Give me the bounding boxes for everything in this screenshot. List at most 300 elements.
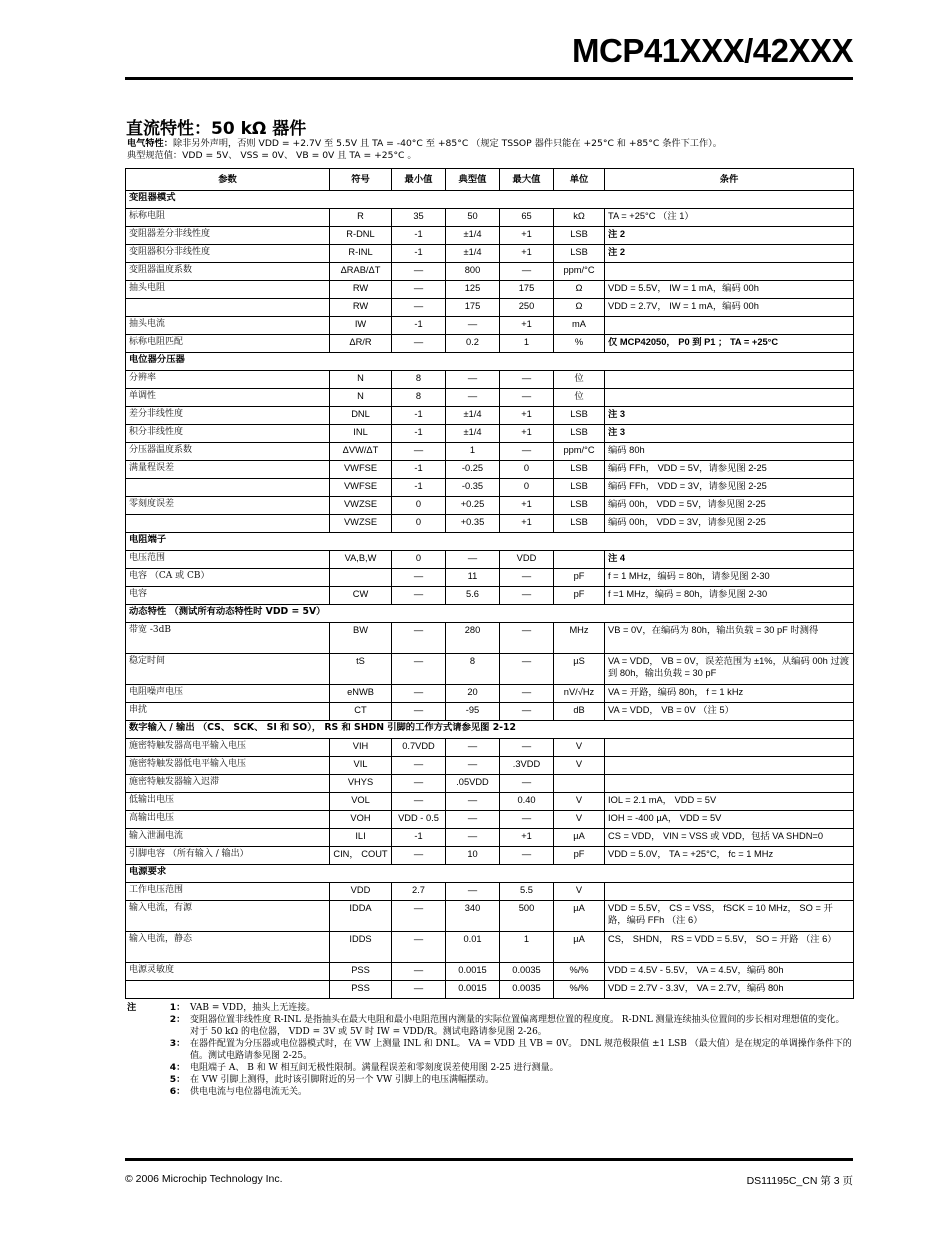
- cell-param: 变阻器温度系数: [126, 263, 330, 281]
- cell-min: —: [392, 654, 446, 685]
- cell-unit: pF: [554, 847, 605, 865]
- cell-param: 引脚电容 （所有输入 / 输出）: [126, 847, 330, 865]
- cell-max: 0.40: [500, 793, 554, 811]
- cell-min: —: [392, 335, 446, 353]
- cell-max: 0: [500, 461, 554, 479]
- cell-conditions: f = 1 MHz，编码 = 80h，请参见图 2-30: [605, 569, 854, 587]
- cell-min: —: [392, 299, 446, 317]
- cell-typ: —: [446, 829, 500, 847]
- cell-symbol: VIH: [330, 739, 392, 757]
- conditions-text: 除非另外声明，否则 VDD = +2.7V 至 5.5V 且 TA = -40°C 至 +85°C （规定 TSSOP 器件只能在 +25°C 和 +85°C 条件下工作）。: [172, 138, 722, 149]
- cell-max: 500: [500, 901, 554, 932]
- cell-unit: µA: [554, 932, 605, 963]
- cell-conditions: VDD = 4.5V - 5.5V， VA = 4.5V，编码 80h: [605, 963, 854, 981]
- cell-conditions: VDD = 5.5V， IW = 1 mA，编码 00h: [605, 281, 854, 299]
- cell-typ: 0.01: [446, 932, 500, 963]
- table-row: [126, 569, 854, 587]
- note-number: 6：: [169, 1086, 186, 1097]
- table-row: [126, 654, 854, 685]
- note-item: [127, 1014, 852, 1038]
- cell-symbol: PSS: [330, 981, 392, 999]
- cell-unit: %: [554, 335, 605, 353]
- table-row: [126, 829, 854, 847]
- cell-param: 满量程误差: [126, 461, 330, 479]
- cell-max: —: [500, 569, 554, 587]
- cell-max: +1: [500, 425, 554, 443]
- cell-max: —: [500, 263, 554, 281]
- header-min: 最小值: [392, 169, 446, 191]
- cell-min: —: [392, 703, 446, 721]
- cell-min: —: [392, 932, 446, 963]
- cell-symbol: VWZSE: [330, 497, 392, 515]
- cell-conditions: VB = 0V，在编码为 80h，输出负载 = 30 pF 时测得: [605, 623, 854, 654]
- cell-unit: MHz: [554, 623, 605, 654]
- cell-param: 电压范围: [126, 551, 330, 569]
- cell-symbol: tS: [330, 654, 392, 685]
- conditions-label: 电气特性：: [127, 138, 173, 149]
- section-row: [126, 191, 854, 209]
- table-row: [126, 981, 854, 999]
- cell-symbol: BW: [330, 623, 392, 654]
- note-number: 1：: [169, 1002, 186, 1013]
- cell-min: -1: [392, 245, 446, 263]
- cell-max: +1: [500, 245, 554, 263]
- cell-min: 0: [392, 515, 446, 533]
- cell-typ: 340: [446, 901, 500, 932]
- cell-symbol: VIL: [330, 757, 392, 775]
- cell-conditions: [605, 757, 854, 775]
- cell-min: 2.7: [392, 883, 446, 901]
- page-number: DS11195C_CN 第 3 页: [746, 1175, 853, 1187]
- cell-max: —: [500, 654, 554, 685]
- cell-min: -1: [392, 829, 446, 847]
- cell-unit: µS: [554, 654, 605, 685]
- table-row: [126, 685, 854, 703]
- section-heading: 电源要求: [126, 865, 854, 883]
- cell-unit: 位: [554, 389, 605, 407]
- cell-conditions: 注 3: [605, 407, 854, 425]
- cell-conditions: 编码 00h， VDD = 3V，请参见图 2-25: [605, 515, 854, 533]
- cell-symbol: R: [330, 209, 392, 227]
- cell-max: +1: [500, 515, 554, 533]
- cell-max: .3VDD: [500, 757, 554, 775]
- cell-symbol: N: [330, 371, 392, 389]
- cell-max: —: [500, 703, 554, 721]
- cell-param: 施密特触发器低电平输入电压: [126, 757, 330, 775]
- cell-param: 标称电阻匹配: [126, 335, 330, 353]
- table-row: [126, 245, 854, 263]
- note-text: 供电电流与电位器电流无关。: [190, 1087, 308, 1097]
- cell-unit: LSB: [554, 461, 605, 479]
- cell-min: —: [392, 281, 446, 299]
- cell-typ: -95: [446, 703, 500, 721]
- cell-max: —: [500, 739, 554, 757]
- cell-min: —: [392, 793, 446, 811]
- cell-typ: —: [446, 739, 500, 757]
- cell-param: [126, 299, 330, 317]
- note-item: [127, 1038, 852, 1062]
- cell-typ: 175: [446, 299, 500, 317]
- cell-symbol: ILI: [330, 829, 392, 847]
- cell-param: 差分非线性度: [126, 407, 330, 425]
- cell-unit: LSB: [554, 227, 605, 245]
- cell-param: 变阻器差分非线性度: [126, 227, 330, 245]
- cell-unit: 位: [554, 371, 605, 389]
- header-units: 单位: [554, 169, 605, 191]
- cell-min: —: [392, 963, 446, 981]
- cell-param: 高输出电压: [126, 811, 330, 829]
- cell-typ: 280: [446, 623, 500, 654]
- note-label: [127, 1038, 165, 1062]
- header-max: 最大值: [500, 169, 554, 191]
- cell-min: 8: [392, 389, 446, 407]
- cell-typ: 5.6: [446, 587, 500, 605]
- cell-param: 带宽 -3dB: [126, 623, 330, 654]
- cell-unit: Ω: [554, 281, 605, 299]
- cell-conditions: 注 3: [605, 425, 854, 443]
- table-row: [126, 793, 854, 811]
- cell-param: 标称电阻: [126, 209, 330, 227]
- cell-unit: [554, 775, 605, 793]
- cell-symbol: IDDS: [330, 932, 392, 963]
- table-row: [126, 551, 854, 569]
- cell-min: —: [392, 623, 446, 654]
- cell-symbol: VOH: [330, 811, 392, 829]
- cell-unit: [554, 551, 605, 569]
- cell-symbol: VWZSE: [330, 515, 392, 533]
- table-row: [126, 209, 854, 227]
- cell-max: +1: [500, 407, 554, 425]
- cell-symbol: ΔR/R: [330, 335, 392, 353]
- cell-conditions: 编码 FFh， VDD = 5V，请参见图 2-25: [605, 461, 854, 479]
- table-row: [126, 623, 854, 654]
- notes-block: [127, 1002, 852, 1098]
- cell-symbol: ΔVW/ΔT: [330, 443, 392, 461]
- cell-min: 35: [392, 209, 446, 227]
- cell-max: —: [500, 587, 554, 605]
- cell-symbol: DNL: [330, 407, 392, 425]
- cell-typ: 10: [446, 847, 500, 865]
- cell-param: 抽头电流: [126, 317, 330, 335]
- cell-max: 250: [500, 299, 554, 317]
- cell-typ: 0.0015: [446, 981, 500, 999]
- cell-param: 低输出电压: [126, 793, 330, 811]
- cell-unit: LSB: [554, 425, 605, 443]
- cell-typ: —: [446, 811, 500, 829]
- cell-min: —: [392, 263, 446, 281]
- header-parameter: 参数: [126, 169, 330, 191]
- document-title: MCP41XXX/42XXX: [572, 32, 853, 69]
- note-number: 5：: [169, 1074, 186, 1085]
- cell-symbol: VOL: [330, 793, 392, 811]
- note-number: 3：: [169, 1038, 186, 1049]
- cell-typ: —: [446, 793, 500, 811]
- cell-typ: —: [446, 757, 500, 775]
- cell-unit: mA: [554, 317, 605, 335]
- cell-typ: 800: [446, 263, 500, 281]
- typical-conditions: 典型规范值：VDD = 5V、 VSS = 0V、 VB = 0V 且 TA = +25°C 。: [127, 150, 417, 161]
- table-row: [126, 425, 854, 443]
- cell-param: 分辨率: [126, 371, 330, 389]
- cell-min: —: [392, 981, 446, 999]
- cell-max: 1: [500, 932, 554, 963]
- cell-conditions: VDD = 5.5V， CS = VSS， fSCK = 10 MHz， SO = 开路，编码 FFh （注 6）: [605, 901, 854, 932]
- cell-conditions: [605, 263, 854, 281]
- cell-min: -1: [392, 425, 446, 443]
- cell-unit: ppm/°C: [554, 263, 605, 281]
- cell-symbol: VDD: [330, 883, 392, 901]
- cell-typ: -0.25: [446, 461, 500, 479]
- cell-max: —: [500, 371, 554, 389]
- cell-param: 分压器温度系数: [126, 443, 330, 461]
- cell-unit: V: [554, 757, 605, 775]
- cell-conditions: f =1 MHz，编码 = 80h，请参见图 2-30: [605, 587, 854, 605]
- cell-unit: LSB: [554, 497, 605, 515]
- cell-max: —: [500, 811, 554, 829]
- note-label: [127, 1074, 165, 1086]
- section-title: 直流特性：50 kΩ 器件: [126, 119, 307, 139]
- cell-conditions: CS， SHDN， RS = VDD = 5.5V， SO = 开路 （注 6）: [605, 932, 854, 963]
- cell-conditions: 注 4: [605, 551, 854, 569]
- cell-conditions: [605, 371, 854, 389]
- section-heading: 数字输入 / 输出 （CS、 SCK、 SI 和 SO）， RS 和 SHDN 引脚的工作方式请参见图 2-12: [126, 721, 854, 739]
- cell-max: —: [500, 389, 554, 407]
- cell-typ: ±1/4: [446, 425, 500, 443]
- cell-max: +1: [500, 497, 554, 515]
- cell-typ: .05VDD: [446, 775, 500, 793]
- cell-min: VDD - 0.5: [392, 811, 446, 829]
- footer-rule: [125, 1158, 853, 1161]
- table-row: [126, 901, 854, 932]
- note-label: [127, 1062, 165, 1074]
- table-row: [126, 883, 854, 901]
- cell-min: -1: [392, 407, 446, 425]
- table-row: [126, 299, 854, 317]
- cell-param: [126, 515, 330, 533]
- note-text: 电阻端子 A、 B 和 W 相互间无极性限制。满量程误差和零刻度误差使用图 2-25 进行测量。: [190, 1063, 559, 1073]
- cell-typ: 0.2: [446, 335, 500, 353]
- table-row: [126, 443, 854, 461]
- cell-param: 积分非线性度: [126, 425, 330, 443]
- cell-min: -1: [392, 317, 446, 335]
- note-number: 2：: [169, 1014, 186, 1025]
- cell-param: 输入电流，静态: [126, 932, 330, 963]
- cell-max: 0.0035: [500, 981, 554, 999]
- cell-max: 5.5: [500, 883, 554, 901]
- note-label: [127, 1086, 165, 1098]
- cell-unit: pF: [554, 569, 605, 587]
- cell-param: 施密特触发器输入迟滞: [126, 775, 330, 793]
- cell-max: +1: [500, 227, 554, 245]
- cell-param: 施密特触发器高电平输入电压: [126, 739, 330, 757]
- table-row: [126, 389, 854, 407]
- cell-min: —: [392, 847, 446, 865]
- cell-min: —: [392, 757, 446, 775]
- cell-unit: %/%: [554, 963, 605, 981]
- note-label: 注: [127, 1002, 137, 1013]
- cell-max: 1: [500, 335, 554, 353]
- cell-max: 175: [500, 281, 554, 299]
- table-row: [126, 811, 854, 829]
- cell-conditions: VDD = 2.7V， IW = 1 mA，编码 00h: [605, 299, 854, 317]
- cell-symbol: RW: [330, 281, 392, 299]
- table-header-row: [126, 169, 854, 191]
- table-row: [126, 407, 854, 425]
- table-row: [126, 461, 854, 479]
- table-row: [126, 227, 854, 245]
- cell-conditions: [605, 739, 854, 757]
- cell-max: 65: [500, 209, 554, 227]
- cell-param: 电源灵敏度: [126, 963, 330, 981]
- cell-param: 零刻度误差: [126, 497, 330, 515]
- cell-unit: dB: [554, 703, 605, 721]
- note-item: [127, 1062, 852, 1074]
- cell-min: —: [392, 587, 446, 605]
- cell-conditions: VDD = 2.7V - 3.3V， VA = 2.7V，编码 80h: [605, 981, 854, 999]
- cell-param: 稳定时间: [126, 654, 330, 685]
- table-row: [126, 317, 854, 335]
- note-item: [127, 1002, 852, 1014]
- table-row: [126, 263, 854, 281]
- cell-conditions: [605, 775, 854, 793]
- note-text: VAB = VDD，抽头上无连接。: [190, 1003, 316, 1013]
- cell-symbol: IDDA: [330, 901, 392, 932]
- note-text: 在 VW 引脚上测得，此时该引脚附近的另一个 VW 引脚上的电压满幅摆动。: [190, 1075, 494, 1085]
- cell-max: —: [500, 775, 554, 793]
- cell-conditions: VDD = 5.0V， TA = +25°C， fc = 1 MHz: [605, 847, 854, 865]
- cell-typ: —: [446, 883, 500, 901]
- cell-max: —: [500, 443, 554, 461]
- cell-typ: +0.35: [446, 515, 500, 533]
- table-row: [126, 932, 854, 963]
- cell-param: 串扰: [126, 703, 330, 721]
- cell-symbol: INL: [330, 425, 392, 443]
- note-label: [127, 1014, 165, 1038]
- cell-typ: 0.0015: [446, 963, 500, 981]
- cell-unit: nV/√Hz: [554, 685, 605, 703]
- cell-max: VDD: [500, 551, 554, 569]
- cell-conditions: 编码 FFh， VDD = 3V，请参见图 2-25: [605, 479, 854, 497]
- cell-conditions: 仅 MCP42050， P0 到 P1 ； TA = +25°C: [605, 335, 854, 353]
- cell-typ: —: [446, 551, 500, 569]
- section-heading: 电阻端子: [126, 533, 854, 551]
- cell-param: 输入电流，有源: [126, 901, 330, 932]
- header-conditions: 条件: [605, 169, 854, 191]
- cell-symbol: eNWB: [330, 685, 392, 703]
- cell-conditions: VA = VDD， VB = 0V （注 5）: [605, 703, 854, 721]
- cell-typ: 1: [446, 443, 500, 461]
- cell-symbol: VWFSE: [330, 461, 392, 479]
- section-heading: 电位器分压器: [126, 353, 854, 371]
- header-symbol: 符号: [330, 169, 392, 191]
- cell-conditions: CS = VDD， VIN = VSS 或 VDD，包括 VA SHDN=0: [605, 829, 854, 847]
- cell-min: 8: [392, 371, 446, 389]
- cell-unit: LSB: [554, 515, 605, 533]
- cell-typ: +0.25: [446, 497, 500, 515]
- header-typ: 典型值: [446, 169, 500, 191]
- cell-unit: µA: [554, 829, 605, 847]
- note-number: 4：: [169, 1062, 186, 1073]
- table-row: [126, 587, 854, 605]
- cell-unit: V: [554, 811, 605, 829]
- cell-param: [126, 981, 330, 999]
- cell-param: 输入泄漏电流: [126, 829, 330, 847]
- cell-param: 电容: [126, 587, 330, 605]
- note-item: [127, 1074, 852, 1086]
- cell-symbol: CIN， COUT: [330, 847, 392, 865]
- cell-unit: µA: [554, 901, 605, 932]
- cell-symbol: PSS: [330, 963, 392, 981]
- cell-max: —: [500, 847, 554, 865]
- cell-conditions: VA = 开路，编码 80h， f = 1 kHz: [605, 685, 854, 703]
- cell-unit: ppm/°C: [554, 443, 605, 461]
- cell-max: +1: [500, 317, 554, 335]
- cell-symbol: [330, 569, 392, 587]
- cell-min: —: [392, 775, 446, 793]
- cell-min: —: [392, 569, 446, 587]
- cell-conditions: [605, 883, 854, 901]
- section-heading: 变阻器模式: [126, 191, 854, 209]
- section-row: [126, 533, 854, 551]
- table-row: [126, 739, 854, 757]
- cell-conditions: 注 2: [605, 227, 854, 245]
- cell-unit: LSB: [554, 245, 605, 263]
- cell-conditions: [605, 389, 854, 407]
- table-row: [126, 371, 854, 389]
- cell-max: 0.0035: [500, 963, 554, 981]
- table-row: [126, 703, 854, 721]
- copyright: © 2006 Microchip Technology Inc.: [125, 1173, 283, 1185]
- cell-unit: %/%: [554, 981, 605, 999]
- cell-min: -1: [392, 479, 446, 497]
- section-row: [126, 865, 854, 883]
- cell-conditions: [605, 317, 854, 335]
- cell-symbol: RW: [330, 299, 392, 317]
- cell-symbol: CT: [330, 703, 392, 721]
- note-item: [127, 1086, 852, 1098]
- cell-unit: LSB: [554, 407, 605, 425]
- cell-typ: —: [446, 317, 500, 335]
- section-row: [126, 721, 854, 739]
- dc-characteristics-table: [125, 168, 854, 999]
- cell-typ: 125: [446, 281, 500, 299]
- cell-symbol: CW: [330, 587, 392, 605]
- cell-conditions: TA = +25°C （注 1）: [605, 209, 854, 227]
- cell-unit: pF: [554, 587, 605, 605]
- table-row: [126, 497, 854, 515]
- table-row: [126, 281, 854, 299]
- cell-typ: 8: [446, 654, 500, 685]
- cell-symbol: VA,B,W: [330, 551, 392, 569]
- cell-min: -1: [392, 461, 446, 479]
- cell-typ: —: [446, 371, 500, 389]
- table-row: [126, 479, 854, 497]
- note-text: 在器件配置为分压器或电位器模式时，在 VW 上测量 INL 和 DNL。 VA = VDD 且 VB = 0V。 DNL 规范极限值 ±1 LSB （最大值）是在规定的单调操作条件下的值。测试电路请参见图 2-25。: [190, 1039, 852, 1061]
- section-heading: 动态特性 （测试所有动态特性时 VDD = 5V）: [126, 605, 854, 623]
- note-text: 变阻器位置非线性度 R-INL 是指抽头在最大电阻和最小电阻范围内测量的实际位置偏离理想位置的程度度。 R-DNL 测量连续抽头位置间的步长相对理想值的变化。对于 50 kΩ 的电位器， VDD = 3V 或 5V 时 IW = VDD/R。测试电路请参见图 2-26。: [190, 1015, 845, 1037]
- cell-conditions: IOL = 2.1 mA， VDD = 5V: [605, 793, 854, 811]
- cell-conditions: VA = VDD， VB = 0V，误差范围为 ±1%，从编码 00h 过渡到 80h，输出负载 = 30 pF: [605, 654, 854, 685]
- cell-max: —: [500, 685, 554, 703]
- cell-symbol: VWFSE: [330, 479, 392, 497]
- table-row: [126, 847, 854, 865]
- cell-unit: V: [554, 739, 605, 757]
- cell-min: 0: [392, 497, 446, 515]
- cell-unit: V: [554, 883, 605, 901]
- cell-param: 单调性: [126, 389, 330, 407]
- cell-param: 电容 （CA 或 CB）: [126, 569, 330, 587]
- cell-min: —: [392, 685, 446, 703]
